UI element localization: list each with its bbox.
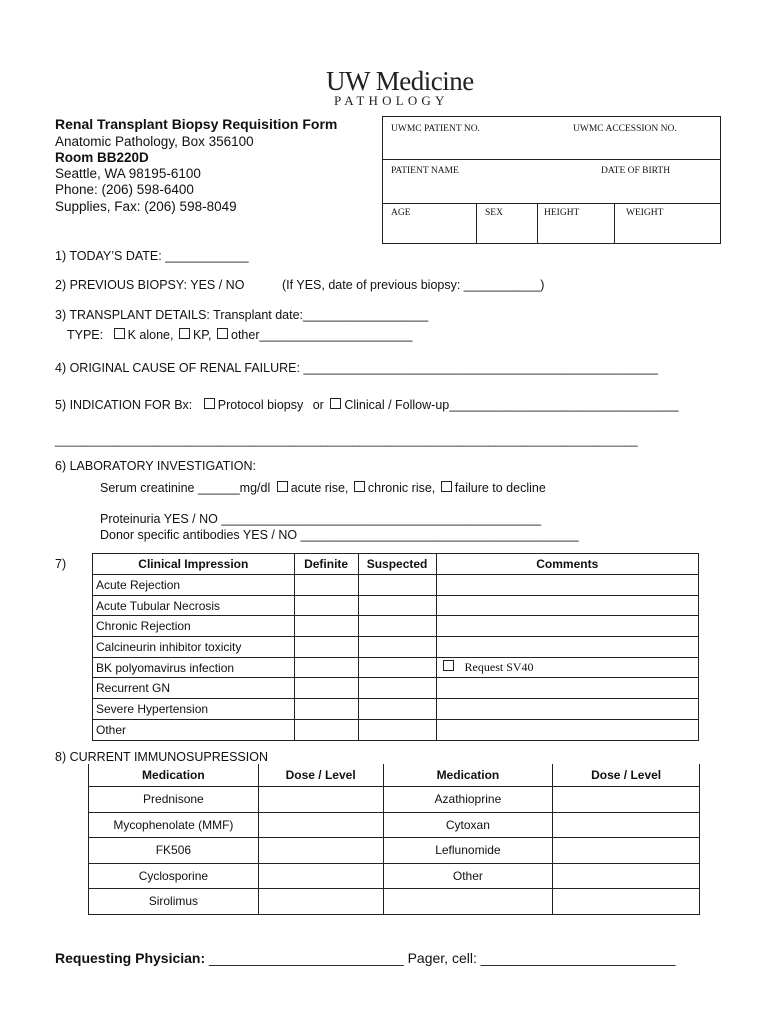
table-row <box>93 719 699 740</box>
medication-name[interactable] <box>383 889 553 915</box>
divider <box>476 203 477 243</box>
k-alone-label: K alone, <box>127 328 174 342</box>
table-row <box>89 812 700 838</box>
comments-cell[interactable] <box>436 595 698 616</box>
original-cause-field[interactable]: 4) ORIGINAL CAUSE OF RENAL FAILURE: ___________________________________________________ <box>55 361 658 375</box>
dose-cell[interactable] <box>553 787 700 813</box>
accession-no-label[interactable]: UWMC ACCESSION NO. <box>573 124 677 134</box>
chronic-rise-label: chronic rise, <box>367 481 436 495</box>
patient-no-label[interactable]: UWMC PATIENT NO. <box>391 124 480 134</box>
table-row <box>89 787 700 813</box>
other-type-checkbox[interactable] <box>217 328 228 339</box>
impression-label: Acute Rejection <box>93 575 295 596</box>
lab-investigation-heading: 6) LABORATORY INVESTIGATION: <box>55 459 256 473</box>
proteinuria-field[interactable]: Proteinuria YES / NO ______________________________________________ <box>100 512 542 526</box>
impression-label: Acute Tubular Necrosis <box>93 595 295 616</box>
impression-label: Chronic Rejection <box>93 616 295 637</box>
serum-creatinine-field[interactable]: Serum creatinine ______mg/dl <box>100 481 271 495</box>
suspected-cell[interactable] <box>358 637 436 658</box>
todays-date-field[interactable]: 1) TODAY’S DATE: ____________ <box>55 249 249 263</box>
additional-line[interactable]: __________________________________________________________________________________________ <box>55 433 638 447</box>
suspected-cell[interactable] <box>358 678 436 699</box>
indication-row <box>55 398 679 412</box>
medication-name: Cyclosporine <box>89 863 259 889</box>
dose-level-header: Dose / Level <box>258 764 383 787</box>
address-line-1: Anatomic Pathology, Box 356100 <box>55 134 254 149</box>
patient-name-label[interactable]: PATIENT NAME <box>391 166 459 176</box>
clinical-impression-header: Clinical Impression <box>93 554 295 575</box>
requesting-physician-label: Requesting Physician: <box>55 950 206 966</box>
definite-cell[interactable] <box>294 575 358 596</box>
table-row <box>93 699 699 720</box>
previous-biopsy-date-field[interactable]: (If YES, date of previous biopsy: ___________) <box>282 278 545 292</box>
table-row <box>89 863 700 889</box>
other-type-field[interactable]: other______________________ <box>231 328 413 342</box>
divider <box>537 203 538 243</box>
table-row <box>93 678 699 699</box>
requesting-physician-field[interactable]: _________________________ <box>209 950 404 966</box>
table-row <box>93 595 699 616</box>
comments-cell[interactable] <box>436 719 698 740</box>
form-title: Renal Transplant Biopsy Requisition Form <box>55 116 338 132</box>
definite-cell[interactable] <box>294 637 358 658</box>
protocol-biopsy-checkbox[interactable] <box>204 398 215 409</box>
comments-cell[interactable] <box>436 637 698 658</box>
pathology-logo-subtitle: PATHOLOGY <box>334 93 449 108</box>
dose-level-header: Dose / Level <box>553 764 700 787</box>
dose-cell[interactable] <box>258 787 383 813</box>
medication-name: Azathioprine <box>383 787 553 813</box>
table-row <box>93 637 699 658</box>
failure-to-decline-checkbox[interactable] <box>441 481 452 492</box>
definite-cell[interactable] <box>294 595 358 616</box>
comments-cell[interactable] <box>436 699 698 720</box>
previous-biopsy-field[interactable]: 2) PREVIOUS BIOPSY: YES / NO <box>55 278 245 292</box>
impression-label: Recurrent GN <box>93 678 295 699</box>
dose-cell[interactable] <box>258 838 383 864</box>
immunosuppression-heading: 8) CURRENT IMMUNOSUPRESSION <box>55 750 268 764</box>
divider <box>614 203 615 243</box>
medication-name: Mycophenolate (MMF) <box>89 812 259 838</box>
dose-cell[interactable] <box>553 838 700 864</box>
comments-header: Comments <box>436 554 698 575</box>
address-city: Seattle, WA 98195-6100 <box>55 166 201 181</box>
impression-label: Calcineurin inhibitor toxicity <box>93 637 295 658</box>
table-row <box>89 889 700 915</box>
medication-name[interactable]: Other <box>383 863 553 889</box>
dose-cell[interactable] <box>553 812 700 838</box>
donor-antibodies-field[interactable]: Donor specific antibodies YES / NO ________________________________________ <box>100 528 579 542</box>
impression-label: Severe Hypertension <box>93 699 295 720</box>
comments-cell[interactable] <box>436 616 698 637</box>
table-header-row <box>93 554 699 575</box>
kp-checkbox[interactable] <box>179 328 190 339</box>
dose-cell[interactable] <box>553 863 700 889</box>
dose-cell[interactable] <box>258 889 383 915</box>
protocol-biopsy-label: Protocol biopsy <box>217 398 304 412</box>
indication-label: 5) INDICATION FOR Bx: <box>55 398 193 412</box>
transplant-date-field[interactable]: 3) TRANSPLANT DETAILS: Transplant date:__________________ <box>55 308 429 322</box>
definite-cell[interactable] <box>294 678 358 699</box>
chronic-rise-checkbox[interactable] <box>354 481 365 492</box>
k-alone-checkbox[interactable] <box>114 328 125 339</box>
failure-to-decline-label: failure to decline <box>454 481 546 495</box>
impression-label: Other <box>93 719 295 740</box>
definite-cell[interactable] <box>294 719 358 740</box>
table-row <box>93 575 699 596</box>
suspected-cell[interactable] <box>358 719 436 740</box>
definite-cell[interactable] <box>294 657 358 678</box>
suspected-cell[interactable] <box>358 595 436 616</box>
table-row <box>89 838 700 864</box>
request-sv40-label: Request SV40 <box>464 660 534 675</box>
medication-name: Prednisone <box>89 787 259 813</box>
medication-name: Cytoxan <box>383 812 553 838</box>
room-number: Room BB220D <box>55 150 149 165</box>
impression-label: BK polyomavirus infection <box>93 657 295 678</box>
acute-rise-checkbox[interactable] <box>277 481 288 492</box>
comments-cell[interactable] <box>436 678 698 699</box>
comments-cell[interactable] <box>436 657 698 678</box>
request-sv40-checkbox[interactable] <box>443 660 454 671</box>
suspected-cell[interactable] <box>358 616 436 637</box>
definite-cell[interactable] <box>294 699 358 720</box>
uw-medicine-logo: UW Medicine <box>326 66 474 96</box>
section-7-label: 7) <box>55 557 67 571</box>
medication-name: FK506 <box>89 838 259 864</box>
table-header-row <box>89 764 700 787</box>
medication-table <box>88 764 700 915</box>
clinical-followup-field[interactable]: Clinical / Follow-up_________________________________ <box>344 398 679 412</box>
weight-label[interactable]: WEIGHT <box>626 208 664 218</box>
sex-label[interactable]: SEX <box>485 208 503 218</box>
medication-name: Leflunomide <box>383 838 553 864</box>
patient-info-box <box>382 116 721 244</box>
or-text: or <box>312 398 324 412</box>
suspected-header: Suspected <box>358 554 436 575</box>
height-label[interactable]: HEIGHT <box>544 208 580 218</box>
definite-header: Definite <box>294 554 358 575</box>
phone-number: Phone: (206) 598-6400 <box>55 182 194 197</box>
transplant-type-row <box>67 328 412 342</box>
suspected-cell[interactable] <box>358 575 436 596</box>
dose-cell[interactable] <box>258 863 383 889</box>
dose-cell[interactable] <box>553 889 700 915</box>
transplant-type-label: TYPE: <box>67 328 104 342</box>
dob-label[interactable]: DATE OF BIRTH <box>601 166 671 176</box>
medication-header: Medication <box>89 764 259 787</box>
physician-row <box>55 950 675 966</box>
table-row <box>93 616 699 637</box>
serum-creatinine-row <box>100 481 546 495</box>
kp-label: KP, <box>192 328 212 342</box>
pager-cell-field[interactable]: Pager, cell: _________________________ <box>407 950 676 966</box>
fax-number: Supplies, Fax: (206) 598-8049 <box>55 199 237 214</box>
dose-cell[interactable] <box>258 812 383 838</box>
comments-cell[interactable] <box>436 575 698 596</box>
table-row <box>93 657 699 678</box>
suspected-cell[interactable] <box>358 657 436 678</box>
medication-name: Sirolimus <box>89 889 259 915</box>
clinical-impression-table <box>92 553 699 741</box>
clinical-followup-checkbox[interactable] <box>330 398 341 409</box>
definite-cell[interactable] <box>294 616 358 637</box>
age-label[interactable]: AGE <box>391 208 411 218</box>
suspected-cell[interactable] <box>358 699 436 720</box>
medication-header: Medication <box>383 764 553 787</box>
acute-rise-label: acute rise, <box>290 481 349 495</box>
